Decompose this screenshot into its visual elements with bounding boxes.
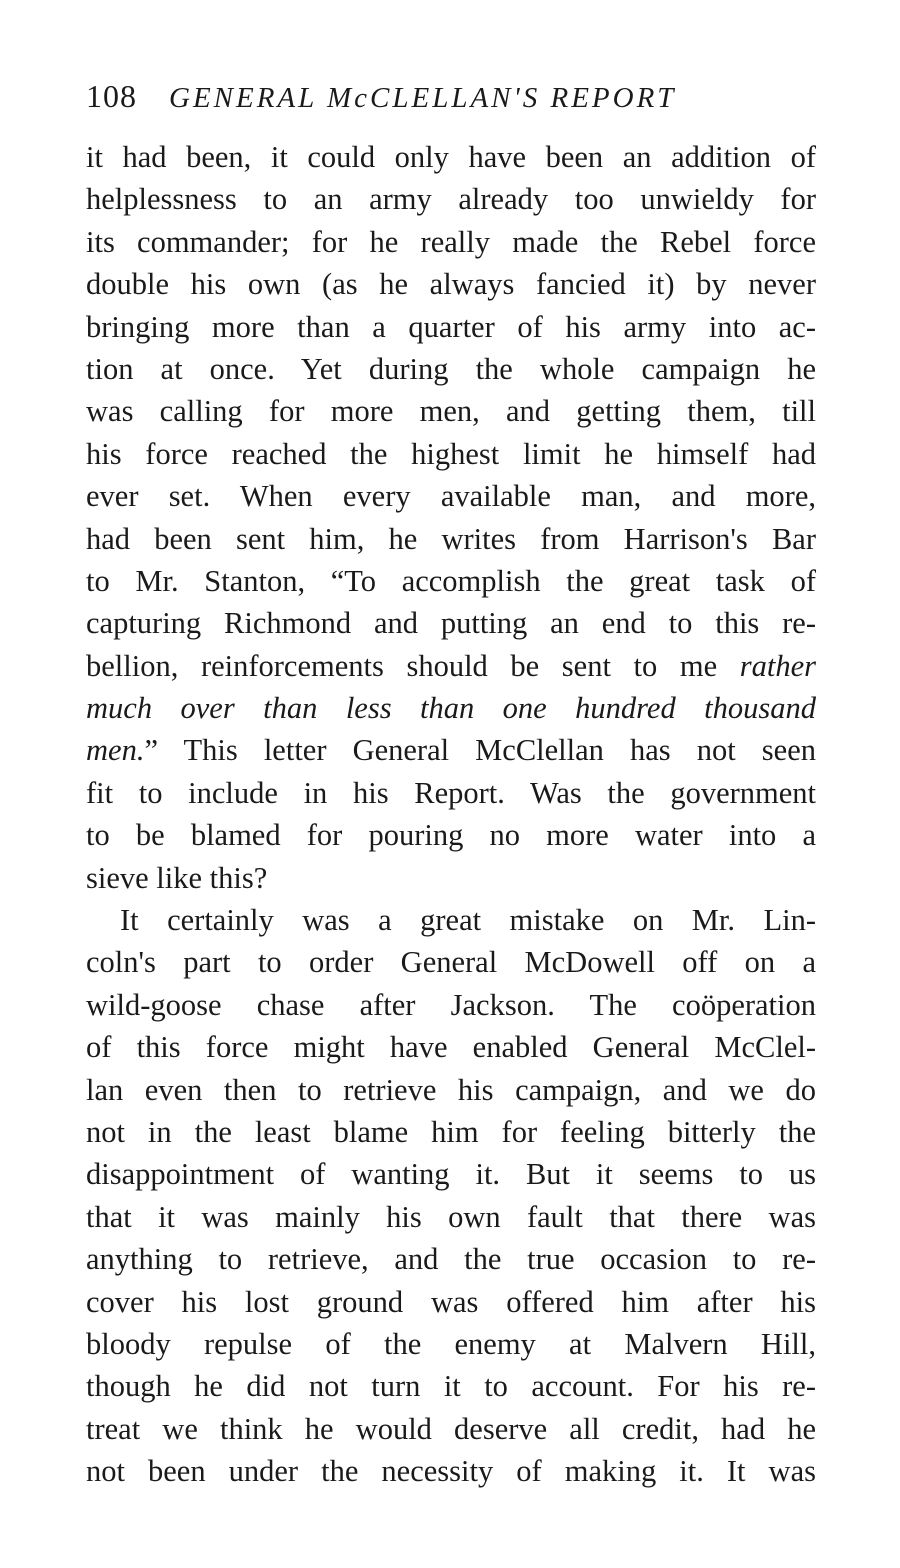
text-line: his force reached the highest limit he himself had xyxy=(86,436,816,471)
text-line: of this force might have enabled General McClel- xyxy=(86,1030,816,1065)
italic-quote-segment: rather xyxy=(739,648,816,683)
text-line: It certainly was a great mistake on Mr. Lin- xyxy=(120,903,816,938)
text-line: not in the least blame him for feeling bitterly the xyxy=(86,1114,816,1149)
text-line xyxy=(86,645,816,687)
text-line: helplessness to an army already too unwieldy for xyxy=(86,182,816,217)
italic-quote-segment: men. xyxy=(86,733,145,768)
running-header xyxy=(86,72,826,120)
text-line: bringing more than a quarter of his army into ac- xyxy=(86,309,816,344)
text-line: anything to retrieve, and the true occasion to re- xyxy=(86,1242,816,1277)
text-line: that it was mainly his own fault that there was xyxy=(86,1199,816,1234)
text-line: double his own (as he always fancied it) by never xyxy=(86,267,816,302)
text-line: its commander; for he really made the Rebel force xyxy=(86,224,816,259)
text-line xyxy=(86,729,816,771)
text-line: not been under the necessity of making it. It was xyxy=(86,1454,816,1489)
text-line: treat we think he would deserve all credit, had he xyxy=(86,1411,816,1446)
body-text xyxy=(86,136,816,1493)
text-line: bloody repulse of the enemy at Malvern Hill, xyxy=(86,1326,816,1361)
text-line: disappointment of wanting it. But it seems to us xyxy=(86,1157,816,1192)
text-line: to be blamed for pouring no more water into a xyxy=(86,818,816,853)
text-line: had been sent him, he writes from Harrison's Bar xyxy=(86,521,816,556)
text-segment: bellion, reinforcements should be sent to me xyxy=(86,648,740,683)
paragraph-1 xyxy=(86,136,816,899)
paragraph-2 xyxy=(86,899,816,1492)
running-title: GENERAL McCLELLAN'S REPORT xyxy=(169,82,677,114)
text-line: tion at once. Yet during the whole campaign he xyxy=(86,351,816,386)
text-line: it had been, it could only have been an addition of xyxy=(86,140,816,174)
text-line: ever set. When every available man, and more, xyxy=(86,479,816,514)
text-line: was calling for more men, and getting them, till xyxy=(86,394,816,429)
text-line: wild-goose chase after Jackson. The coöperation xyxy=(86,987,816,1022)
italic-quote-line: much over than less than one hundred thousand xyxy=(86,691,816,726)
text-segment: ” This letter General McClellan has not seen xyxy=(144,733,816,768)
text-line: capturing Richmond and putting an end to this re- xyxy=(86,606,816,641)
text-line: cover his lost ground was offered him after his xyxy=(86,1284,816,1319)
text-line: lan even then to retrieve his campaign, and we do xyxy=(86,1072,816,1107)
page-number: 108 xyxy=(86,78,137,114)
text-line: to Mr. Stanton, “To accomplish the great task of xyxy=(86,563,816,598)
text-line: coln's part to order General McDowell off on a xyxy=(86,945,816,980)
text-line: though he did not turn it to account. For his re- xyxy=(86,1369,816,1404)
text-line: fit to include in his Report. Was the government xyxy=(86,775,816,810)
text-line: sieve like this? xyxy=(86,860,268,895)
